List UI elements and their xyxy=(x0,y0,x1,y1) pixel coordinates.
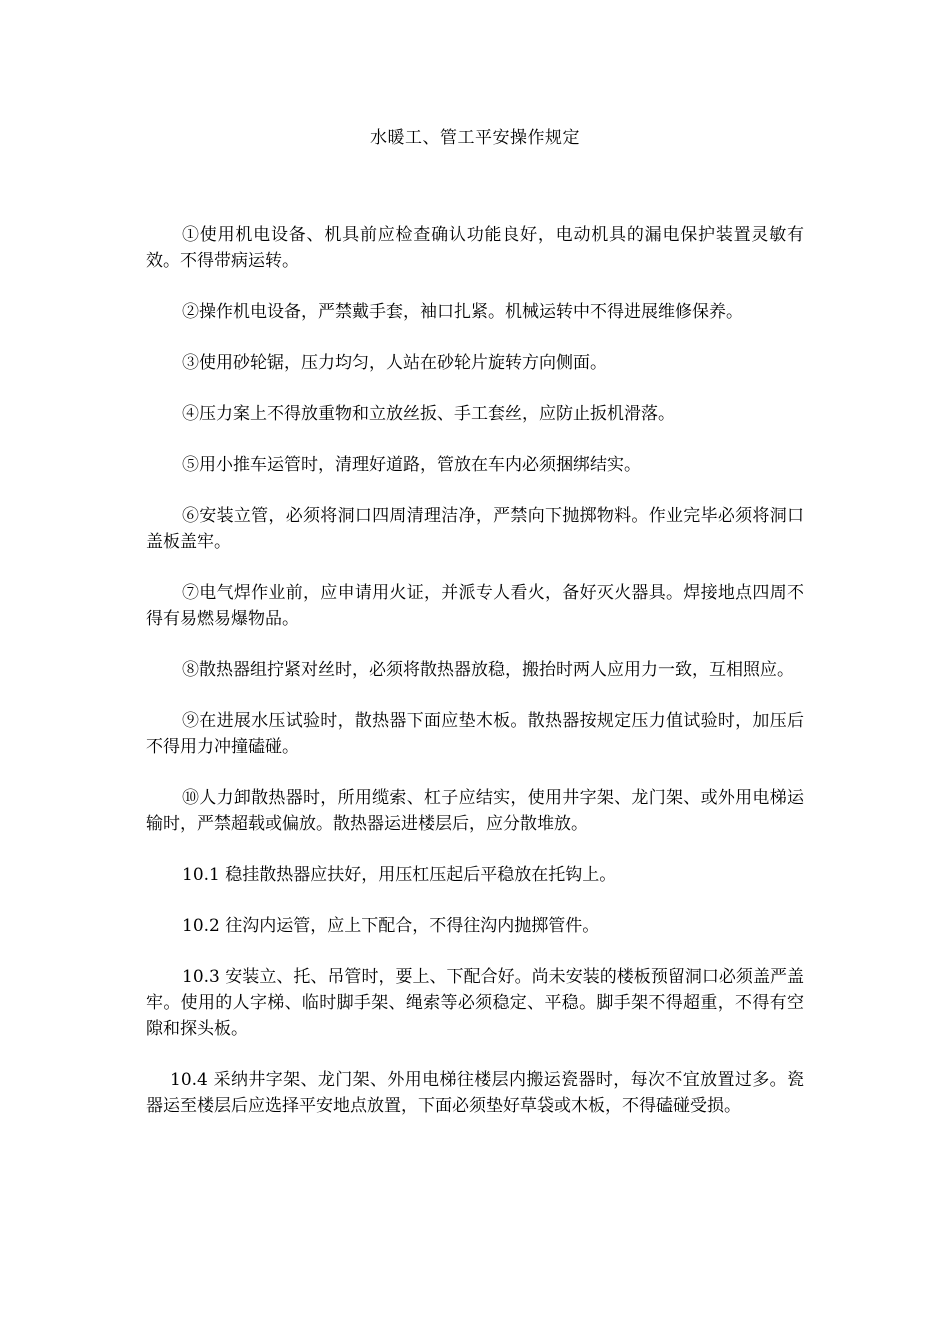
paragraph-10: ⑩人力卸散热器时，所用缆索、杠子应结实，使用井字架、龙门架、或外用电梯运输时，严禁超载或偏放。散热器运进楼层后，应分散堆放。 xyxy=(146,788,804,834)
paragraph-5: ⑤用小推车运管时，清理好道路，管放在车内必须捆绑结实。 xyxy=(182,455,641,475)
paragraph-4: ④压力案上不得放重物和立放丝扳、手工套丝，应防止扳机滑落。 xyxy=(182,404,675,424)
paragraph-6: ⑥安装立管，必须将洞口四周清理洁净，严禁向下抛掷物料。作业完毕必须将洞口盖板盖牢。 xyxy=(146,506,804,552)
paragraph-10-3: 10.3 安装立、托、吊管时，要上、下配合好。尚未安装的楼板预留洞口必须盖严盖牢。使用的人字梯、临时脚手架、绳索等必须稳定、平稳。脚手架不得超重，不得有空隙和探头板。 xyxy=(146,967,804,1039)
paragraph-9: ⑨在进展水压试验时，散热器下面应垫木板。散热器按规定压力值试验时，加压后不得用力冲撞磕碰。 xyxy=(146,711,804,757)
document-title: 水暖工、管工平安操作规定 xyxy=(370,128,580,148)
paragraph-8: ⑧散热器组拧紧对丝时，必须将散热器放稳，搬抬时两人应用力一致，互相照应。 xyxy=(182,660,794,680)
paragraph-10-1: 10.1 稳挂散热器应扶好，用压杠压起后平稳放在托钩上。 xyxy=(182,865,617,885)
paragraph-7: ⑦电气焊作业前，应申请用火证，并派专人看火，备好灭火器具。焊接地点四周不得有易燃易爆物品。 xyxy=(146,583,804,629)
paragraph-3: ③使用砂轮锯，压力均匀，人站在砂轮片旋转方向侧面。 xyxy=(182,353,607,373)
document-body xyxy=(146,222,804,1144)
paragraph-1: ①使用机电设备、机具前应检查确认功能良好，电动机具的漏电保护装置灵敏有效。不得带病运转。 xyxy=(146,225,804,271)
paragraph-10-4: 10.4 采纳井字架、龙门架、外用电梯往楼层内搬运瓷器时，每次不宜放置过多。瓷器运至楼层后应选择平安地点放置，下面必须垫好草袋或木板，不得磕碰受损。 xyxy=(146,1070,804,1116)
paragraph-10-2: 10.2 往沟内运管，应上下配合，不得往沟内抛掷管件。 xyxy=(182,916,600,936)
paragraph-2: ②操作机电设备，严禁戴手套，袖口扎紧。机械运转中不得进展维修保养。 xyxy=(182,302,743,322)
